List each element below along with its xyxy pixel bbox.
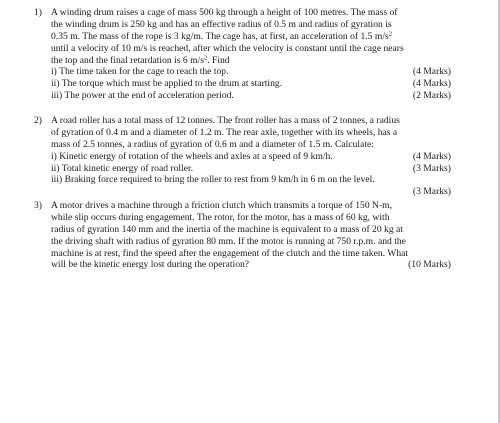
part-marks: (3 Marks) [412, 186, 451, 198]
part-text: iii) The power at the end of acceleration period. [51, 90, 234, 102]
question-3 [34, 200, 451, 271]
part-text: will be the kinetic energy lost during the operation? [51, 259, 250, 271]
question-text-line: machine is at rest, find the speed after the engagement of the clutch and the time taken. What [51, 247, 409, 259]
question-number: 2) [34, 115, 42, 126]
superscript: 2 [388, 30, 392, 38]
superscript: 2 [203, 54, 208, 62]
part-marks: (10 Marks) [408, 259, 451, 271]
question-part [51, 151, 451, 163]
question-text-line: A motor drives a machine through a friction clutch which transmits a torque of 150 N-m, [51, 200, 393, 211]
question-text-line: 0.35 m. The mass of the rope is 3 kg/m. The cage has, at first, an acceleration of 1.5 $m/s^2$ [51, 30, 392, 42]
question-text-line: until a velocity of 10 m/s is reached, after which the velocity is constant until the cage nears [51, 42, 404, 54]
question-part [51, 163, 451, 175]
question-part [51, 66, 451, 78]
part-marks: (4 Marks) [412, 150, 451, 162]
question-part [51, 78, 451, 90]
question-text-line: radius of gyration 140 mm and the inertia of the machine is equivalent to a mass of 20 kg at [51, 223, 403, 235]
question-text-line: A road roller has a total mass of 12 tonnes. The front roller has a mass of 2 tonnes, a radius [51, 115, 400, 126]
part-text: iii) Braking force required to bring the roller to rest from 9 km/h in 6 m on the level. [51, 174, 375, 186]
question-text-line: of gyration of 0.4 m and a diameter of 1.2 m. The rear axle, together with its wheels, has a [51, 126, 398, 138]
part-marks: (3 Marks) [412, 162, 451, 174]
question-text-line: mass of 2.5 tonnes, a radius of gyration of 0.6 m and a diameter of 1.5 m. Calculate: [51, 138, 374, 150]
part-text: i) Kinetic energy of rotation of the wheels and axles at a speed of 9 km/h. [51, 150, 333, 162]
part-marks: (4 Marks) [412, 66, 451, 78]
question-text-line: the winding drum is 250 kg and has an effective radius of 0.5 m and radius of gyration is [51, 18, 392, 30]
question-text-line: the driving shaft with radius of gyration 80 mm. If the motor is running at 750 r.p.m. and the [51, 235, 406, 247]
part-text: ii) The torque which must be applied to the drum at starting. [51, 78, 283, 90]
question-number: 1) [34, 7, 42, 18]
question-text-line: A winding drum raises a cage of mass 500 kg through a height of 100 metres. The mass of [51, 7, 398, 18]
question-part [51, 90, 451, 102]
question-text-line: the top and the final retardation is 6 $m/s^2$. Find [51, 54, 230, 66]
part-text: ii) Total kinetic energy of road roller. [51, 162, 194, 174]
part-marks: (4 Marks) [412, 78, 451, 90]
part-marks: (2 Marks) [412, 90, 451, 102]
part-text: i) The time taken for the cage to reach the top. [51, 66, 229, 78]
question-text-line [51, 259, 451, 271]
question-part [51, 174, 451, 186]
question-1 [34, 7, 451, 102]
question-text-line: while slip occurs during engagement. The rotor, for the motor, has a mass of 60 kg, with [51, 211, 390, 223]
question-2 [34, 115, 451, 198]
question-number: 3) [34, 200, 42, 211]
